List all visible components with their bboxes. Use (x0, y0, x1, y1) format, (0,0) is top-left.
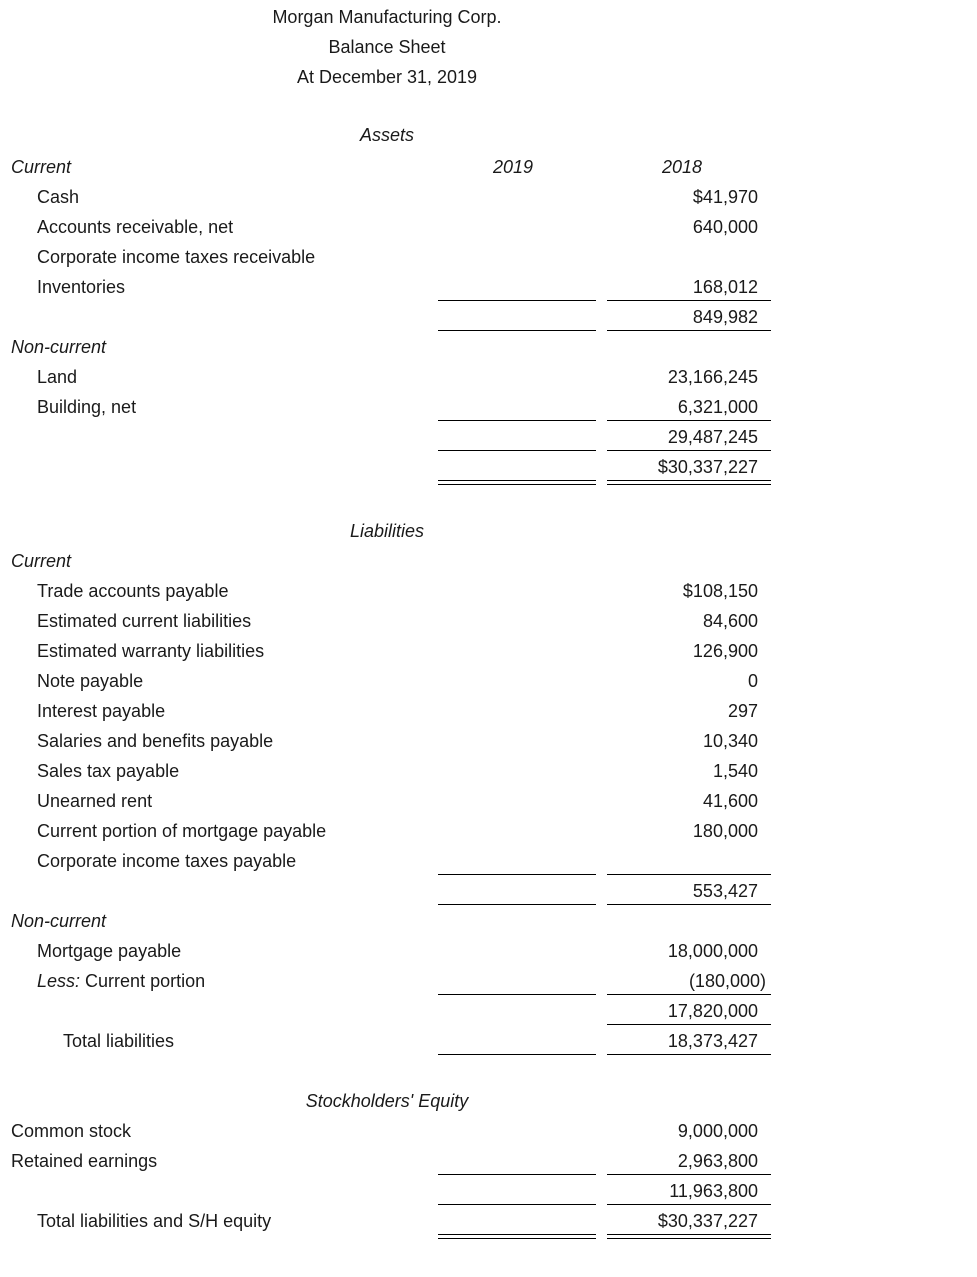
rule-single (607, 904, 771, 905)
rule-single (607, 420, 771, 421)
line-item-label: Cash (37, 187, 80, 207)
rule-single (438, 1174, 596, 1175)
line-item-value-2018: $41,970 (692, 187, 758, 207)
rule-single (438, 904, 596, 905)
rule-single (607, 330, 771, 331)
line-item-label: Land (37, 367, 78, 387)
line-item-value-2018: 41,600 (702, 791, 758, 811)
line-item-value-2018: 1,540 (712, 761, 758, 781)
statement-title: Balance Sheet (328, 37, 446, 57)
liabilities-current-label: Current (11, 551, 72, 571)
less-current-portion-label (37, 969, 205, 993)
rule-double (438, 484, 596, 485)
line-item-value-2018: 84,600 (702, 611, 758, 631)
rule-single (438, 450, 596, 451)
line-item-label: Trade accounts payable (37, 581, 229, 601)
line-item-value-2018: $108,150 (682, 581, 758, 601)
equity-heading: Stockholders' Equity (305, 1091, 469, 1111)
line-item-label: Salaries and benefits payable (37, 731, 274, 751)
total-assets-2018: $30,337,227 (657, 457, 758, 477)
less-prefix: Less: (37, 971, 81, 991)
rule-single (438, 874, 596, 875)
assets-current-label: Current (11, 157, 72, 177)
total-liabilities-equity-label: Total liabilities and S/H equity (37, 1211, 272, 1231)
line-item-label: Unearned rent (37, 791, 153, 811)
assets-heading: Assets (359, 125, 415, 145)
column-header-2018: 2018 (662, 157, 703, 177)
rule-single (438, 420, 596, 421)
rule-single (438, 994, 596, 995)
line-item-value-2018: 10,340 (702, 731, 758, 751)
line-item-label: Accounts receivable, net (37, 217, 234, 237)
liabilities-noncurrent-label: Non-current (11, 911, 107, 931)
rule-double (607, 1234, 771, 1235)
rule-single (607, 450, 771, 451)
line-item-value-2018: 23,166,245 (667, 367, 758, 387)
rule-single (607, 1054, 771, 1055)
line-item-value-2018: 6,321,000 (677, 397, 758, 417)
line-item-label: Estimated warranty liabilities (37, 641, 265, 661)
line-item-value-2018: 640,000 (692, 217, 758, 237)
rule-double (438, 1238, 596, 1239)
line-item-label: Note payable (37, 671, 144, 691)
rule-single (438, 330, 596, 331)
column-header-2019: 2019 (493, 157, 534, 177)
total-liabilities-2018: 18,373,427 (667, 1031, 758, 1051)
line-item-value-2018: 2,963,800 (677, 1151, 758, 1171)
equity-subtotal-2018: 11,963,800 (669, 1181, 758, 1201)
line-item-value-2018: 297 (727, 701, 758, 721)
line-item-value-2018: 18,000,000 (667, 941, 758, 961)
rule-single (607, 1024, 771, 1025)
line-item-label: Current portion of mortgage payable (37, 821, 327, 841)
line-item-label: Building, net (37, 397, 137, 417)
rule-single (607, 874, 771, 875)
line-item-value-2018: (180,000) (688, 971, 766, 991)
noncurrent-liabilities-subtotal-2018: 17,820,000 (667, 1001, 758, 1021)
liabilities-heading: Liabilities (349, 521, 425, 541)
statement-date: At December 31, 2019 (296, 67, 478, 87)
line-item-value-2018: 9,000,000 (677, 1121, 758, 1141)
line-item-label: Corporate income taxes receivable (37, 247, 316, 267)
current-liabilities-subtotal-2018: 553,427 (692, 881, 758, 901)
company-name: Morgan Manufacturing Corp. (272, 7, 502, 27)
rule-single (607, 300, 771, 301)
line-item-value-2018: 168,012 (692, 277, 758, 297)
rule-double (438, 1234, 596, 1235)
rule-single (607, 1204, 771, 1205)
rule-single (607, 994, 771, 995)
line-item-label: Mortgage payable (37, 941, 182, 961)
less-text: Current portion (85, 971, 206, 991)
rule-single (607, 1174, 771, 1175)
line-item-label: Inventories (37, 277, 126, 297)
line-item-label: Corporate income taxes payable (37, 851, 297, 871)
line-item-label: Sales tax payable (37, 761, 180, 781)
line-item-value-2018: 180,000 (692, 821, 758, 841)
rule-double (607, 480, 771, 481)
total-liabilities-equity-2018: $30,337,227 (657, 1211, 758, 1231)
line-item-label: Estimated current liabilities (37, 611, 252, 631)
rule-single (438, 300, 596, 301)
assets-noncurrent-label: Non-current (11, 337, 107, 357)
rule-double (438, 480, 596, 481)
rule-single (438, 1054, 596, 1055)
rule-single (438, 1204, 596, 1205)
noncurrent-assets-subtotal-2018: 29,487,245 (667, 427, 758, 447)
line-item-label: Common stock (11, 1121, 132, 1141)
line-item-label: Retained earnings (11, 1151, 158, 1171)
line-item-value-2018: 126,900 (692, 641, 758, 661)
line-item-value-2018: 0 (747, 671, 758, 691)
total-liabilities-label: Total liabilities (63, 1031, 175, 1051)
current-assets-subtotal-2018: 849,982 (692, 307, 758, 327)
line-item-label: Interest payable (37, 701, 166, 721)
rule-double (607, 1238, 771, 1239)
rule-double (607, 484, 771, 485)
